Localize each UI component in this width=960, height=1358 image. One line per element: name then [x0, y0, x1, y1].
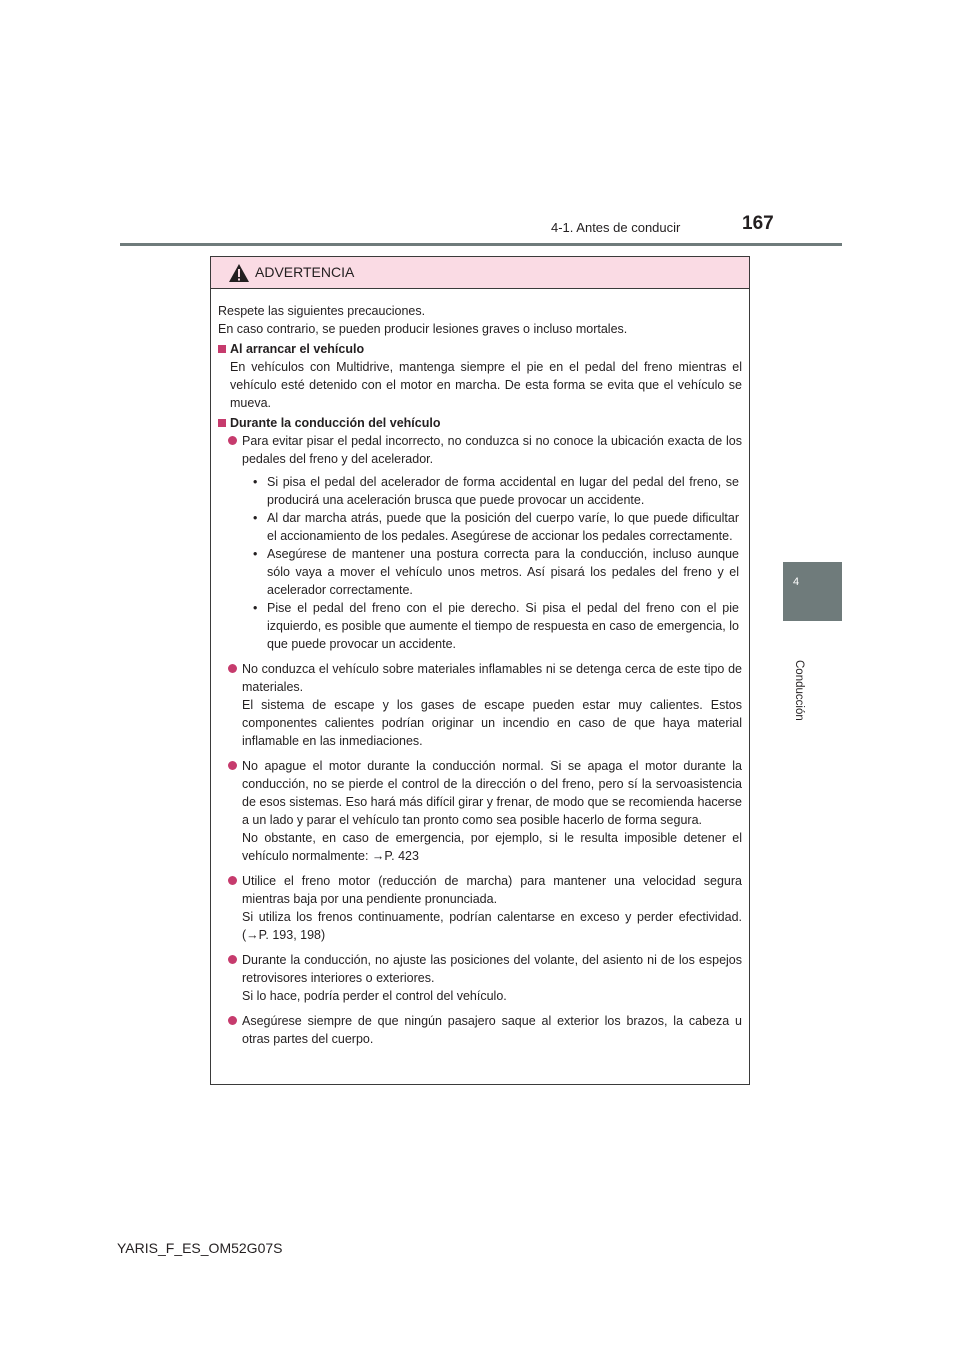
bullet-text: Para evitar pisar el pedal incorrecto, no conduzca si no conoce la ubicación exacta de los pedales del freno y del acelerador.	[242, 434, 742, 466]
round-bullet-icon	[228, 1016, 237, 1025]
warning-body	[211, 289, 749, 1048]
chapter-tab-number: 4	[793, 576, 800, 588]
document-code: YARIS_F_ES_OM52G07S	[117, 1240, 283, 1256]
section-text-starting: En vehículos con Multidrive, mantenga siempre el pie en el pedal del freno mientras el vehículo esté detenido con el motor en marcha. De esta forma se evita que el vehículo se mueva.	[230, 360, 742, 410]
header-divider	[120, 243, 842, 246]
sub-list-item: • Si pisa el pedal del acelerador de forma accidental en lugar del pedal del freno, se producirá una aceleración brusca que puede provocar un accidente.	[253, 475, 739, 507]
header-section-title: 4-1. Antes de conducir	[551, 220, 681, 235]
sub-item-text: Asegúrese de mantener una postura correcta para la conducción, incluso aunque sólo vaya a mover el vehículo unos metros. Así pisará los pedales del freno y el acelerador correctamente.	[267, 547, 739, 597]
sub-list-item: • Pise el pedal del freno con el pie derecho. Si pisa el pedal del freno con el pie izquierdo, es posible que aumente el tiempo de respuesta en caso de emergencia, lo que puede provocar un accidente.	[253, 601, 739, 651]
bullet-text: Durante la conducción, no ajuste las posiciones del volante, del asiento ni de los espejos retrovisores interiores o exteriores.	[242, 953, 742, 985]
sub-list-item: • Al dar marcha atrás, puede que la posición del cuerpo varíe, lo que puede dificultar el accionamiento de los pedales. Asegúrese de accionar los pedales correctamente.	[253, 511, 739, 543]
warning-header	[211, 257, 749, 289]
section-heading-text: Al arrancar el vehículo	[230, 342, 365, 356]
list-item	[218, 757, 742, 865]
round-bullet-icon	[228, 761, 237, 770]
list-item	[218, 432, 742, 653]
round-bullet-icon	[228, 955, 237, 964]
section-heading-driving	[218, 414, 742, 432]
round-bullet-icon	[228, 436, 237, 445]
section-heading-starting	[218, 340, 742, 358]
warning-intro-line-2: En caso contrario, se pueden producir lesiones graves o incluso mortales.	[218, 322, 628, 336]
sub-item-text: Si pisa el pedal del acelerador de forma accidental en lugar del pedal del freno, se producirá una aceleración brusca que puede provocar un accidente.	[267, 475, 739, 507]
bullet-text: No obstante, en caso de emergencia, por ejemplo, si le resulta imposible detener el vehículo normalmente: →P. 423	[242, 831, 742, 863]
chapter-tab-title: Conducción	[793, 660, 805, 721]
chapter-tab	[783, 562, 842, 621]
bullet-text: No apague el motor durante la conducción normal. Si se apaga el motor durante la conducción, no se pierde el control de la dirección o del freno, pero sí la servoasistencia de esos sistemas. Eso hará más difícil girar y frenar, de modo que se recomienda hacerse a un lado y parar el vehículo tan pronto como sea posible hacerlo de forma segura.	[242, 759, 742, 827]
bullet-text: El sistema de escape y los gases de escape pueden estar muy calientes. Estos componentes calientes podrían originar un incendio en caso de que haya material inflamable en las inmediaciones.	[242, 698, 742, 748]
round-bullet-icon	[228, 664, 237, 673]
bullet-text: Si utiliza los frenos continuamente, podrían calentarse en exceso y perder efectividad. (→P. 193, 198)	[242, 910, 742, 942]
sub-list-item: • Asegúrese de mantener una postura correcta para la conducción, incluso aunque sólo vaya a mover el vehículo unos metros. Así pisará los pedales del freno y el acelerador correctamente.	[253, 547, 739, 597]
warning-intro-line-1: Respete las siguientes precauciones.	[218, 304, 426, 318]
warning-box	[210, 256, 750, 1085]
bullet-text: No conduzca el vehículo sobre materiales inflamables ni se detenga cerca de este tipo de materiales.	[242, 662, 742, 694]
list-item	[218, 872, 742, 944]
warning-title: ADVERTENCIA	[255, 264, 355, 280]
bullet-text: Si lo hace, podría perder el control del vehículo.	[242, 989, 507, 1003]
section-heading-text: Durante la conducción del vehículo	[230, 416, 441, 430]
list-item	[218, 660, 742, 750]
round-bullet-icon	[228, 876, 237, 885]
list-item	[218, 1012, 742, 1048]
square-bullet-icon	[218, 419, 226, 427]
bullet-text: Utilice el freno motor (reducción de marcha) para mantener una velocidad segura mientras baja por una pendiente pronunciada.	[242, 874, 742, 906]
list-item	[218, 951, 742, 1005]
square-bullet-icon	[218, 345, 226, 353]
bullet-text: Asegúrese siempre de que ningún pasajero saque al exterior los brazos, la cabeza u otras partes del cuerpo.	[242, 1014, 742, 1046]
page-number: 167	[742, 213, 774, 234]
warning-triangle-icon	[228, 263, 250, 283]
sub-list	[242, 473, 742, 653]
sub-item-text: Al dar marcha atrás, puede que la posición del cuerpo varíe, lo que puede dificultar el accionamiento de los pedales. Asegúrese de accionar los pedales correctamente.	[267, 511, 739, 543]
sub-item-text: Pise el pedal del freno con el pie derecho. Si pisa el pedal del freno con el pie izquierdo, es posible que aumente el tiempo de respuesta en caso de emergencia, lo que puede provocar un accidente.	[267, 601, 739, 651]
